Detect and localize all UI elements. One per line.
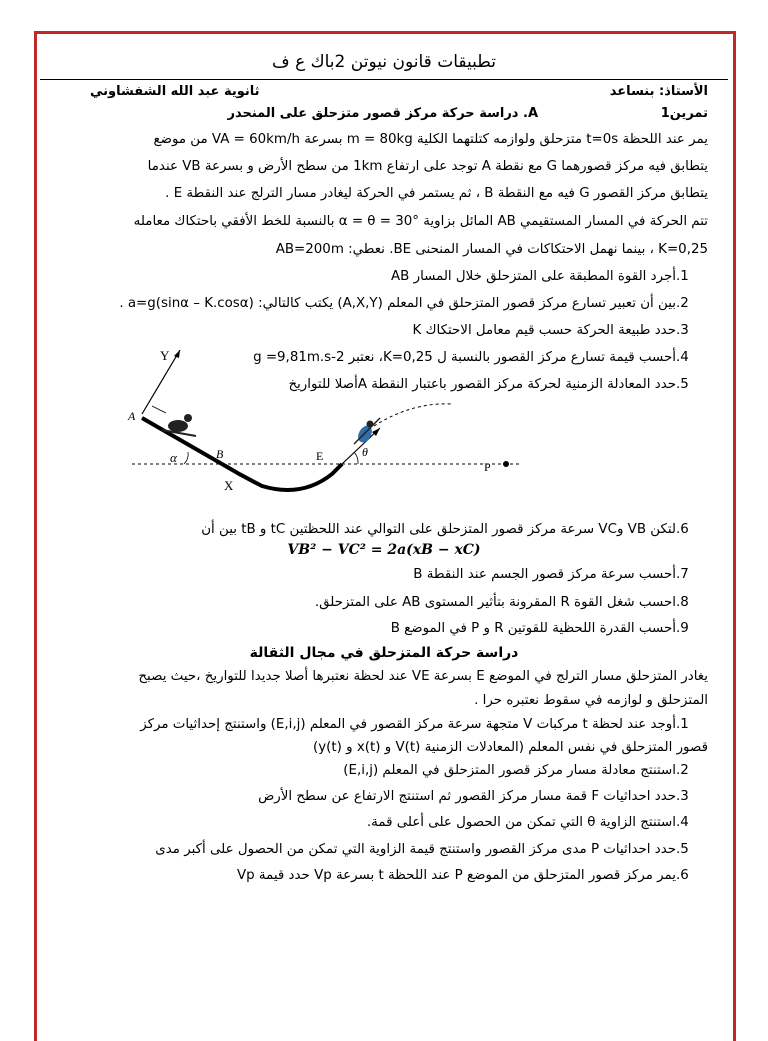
- part-b-intro-line: المتزحلق و لوازمه في سقوط نعتبره حرا .: [474, 693, 708, 708]
- question-item: 6.لتكن VB وVC سرعة مركز قصور المتزحلق على التوالي عند اللحظتين tC و tB بين أن: [201, 522, 689, 537]
- point-p: [503, 461, 509, 467]
- question-item: 6.يمر مركز قصور المتزحلق من الموضع P عند اللحظة t بسرعة Vp حدد قيمة Vp: [236, 868, 689, 883]
- point-b-label: B: [216, 447, 224, 461]
- question-item: 3.حدد طبيعة الحركة حسب قيم معامل الاحتكاك K: [412, 323, 689, 338]
- y-axis-arrowhead: [174, 350, 180, 358]
- point-a-label: A: [128, 409, 136, 423]
- intro-line: يتطابق فيه مركز قصورهما G مع نقطة A توجد على ارتفاع 1km من سطح الأرض و بسرعة VB عندما: [147, 159, 708, 174]
- exercise-label: تمرين1: [660, 106, 708, 121]
- point-p-label: P: [484, 460, 491, 474]
- x-axis-label: X: [224, 478, 234, 493]
- point-e-label: E: [316, 449, 324, 463]
- y-axis-label: Y: [160, 348, 170, 363]
- question-item: 4.أحسب قيمة تسارع مركز القصور بالنسبة ل K=0,25، نعتبر g =9,81m.s-2: [253, 350, 689, 365]
- question-item: 2.استنتج معادلة مسار مركز قصور المتزحلق في المعلم (E,i,j): [343, 763, 689, 778]
- part-b-title: دراسة حركة المتزحلق في مجال الثقالة: [249, 645, 519, 661]
- teacher-name: الأستاذ: بنساعد: [609, 84, 708, 99]
- question-item: 3.حدد احداثيات F قمة مسار مركز القصور ثم استنتج الارتفاع عن سطح الأرض: [258, 789, 689, 804]
- x-axis: [222, 464, 240, 476]
- question-item: 1.أجرد القوة المطبقة على المتزحلق خلال المسار AB: [391, 269, 689, 284]
- alpha-arc: [184, 452, 188, 464]
- intro-line: يتطابق مركز القصور G فيه مع النقطة B ، ثم يستمر في الحركة ليغادر مسار الترلج عند النقطة E .: [165, 186, 708, 201]
- school-name: ثانوية عبد الله الشفشاوني: [90, 84, 260, 99]
- question-item: 2.بين أن تعبير تسارع مركز قصور المتزحلق في المعلم (A,X,Y) يكتب كالتالي: a=g(sinα – K.cosα) .: [119, 296, 689, 311]
- intro-line: K=0,25 ، بينما نهمل الاحتكاكات في المسار المنحنى BE. نعطي: AB=200m: [275, 242, 708, 257]
- question-item: 8.احسب شغل القوة R المقرونة بتأثير المستوى AB على المتزحلق.: [314, 595, 689, 610]
- question-item: 5.حدد احداثيات P مدى مركز القصور واستنتج قيمة الزاوية التي تمكن من الحصول على أكبر مدى: [155, 842, 689, 857]
- alpha-label: α: [170, 450, 177, 465]
- question-continuation: قصور المتزحلق في نفس المعلم (المعادلات الزمنية V(t) و x(t) و y(t)): [313, 740, 708, 755]
- question-item: 9.أحسب القدرة اللحظية للقوتين R و P في الموضع B: [390, 621, 689, 636]
- question-item: 7.أحسب سرعة مركز قصور الجسم عند النقطة B: [413, 567, 689, 582]
- intro-line: تتم الحركة في المسار المستقيمي AB المائل بزاوية α = θ = 30° بالنسبة للخط الأفقي باحتكاك معامله: [133, 214, 708, 229]
- equation: VB² − VC² = 2a(xB − xC): [287, 542, 481, 558]
- question-item: 4.استنتج الزاوية θ التي تمكن من الحصول على أعلى قمة.: [366, 815, 689, 830]
- trajectory-path: [374, 404, 452, 426]
- theta-arc: [354, 452, 358, 464]
- question-item: 1.أوجد عند لحظة t مركبات V متجهة سرعة مركز القصور في المعلم (E,i,j) واستنتج إحداثيات مركز: [140, 717, 689, 732]
- intro-line: يمر عند اللحظة t=0s متزحلق ولوازمه كتلتهما الكلية m = 80kg بسرعة VA = 60km/h من موضع: [153, 132, 708, 147]
- title-divider: [40, 79, 728, 80]
- question-item: 5.حدد المعادلة الزمنية لحركة مركز القصور باعتبار النقطة Aأصلا للتواريخ: [288, 377, 689, 392]
- part-a-title: A. دراسة حركة مركز قصور متزحلق على المنحدر: [227, 106, 538, 121]
- ski-slope-figure: [122, 346, 522, 494]
- page-title: تطبيقات قانون نيوتن 2باك ع ف: [272, 52, 496, 72]
- curve-be: [222, 464, 342, 490]
- theta-label: θ: [362, 445, 368, 459]
- part-b-intro-line: يغادر المتزحلق مسار الترلج في الموضع E بسرعة VE عند لحظة نعتبرها أصلا جديدا للتواريخ ،حيث يصبح: [138, 669, 708, 684]
- direction-marker: [152, 406, 166, 413]
